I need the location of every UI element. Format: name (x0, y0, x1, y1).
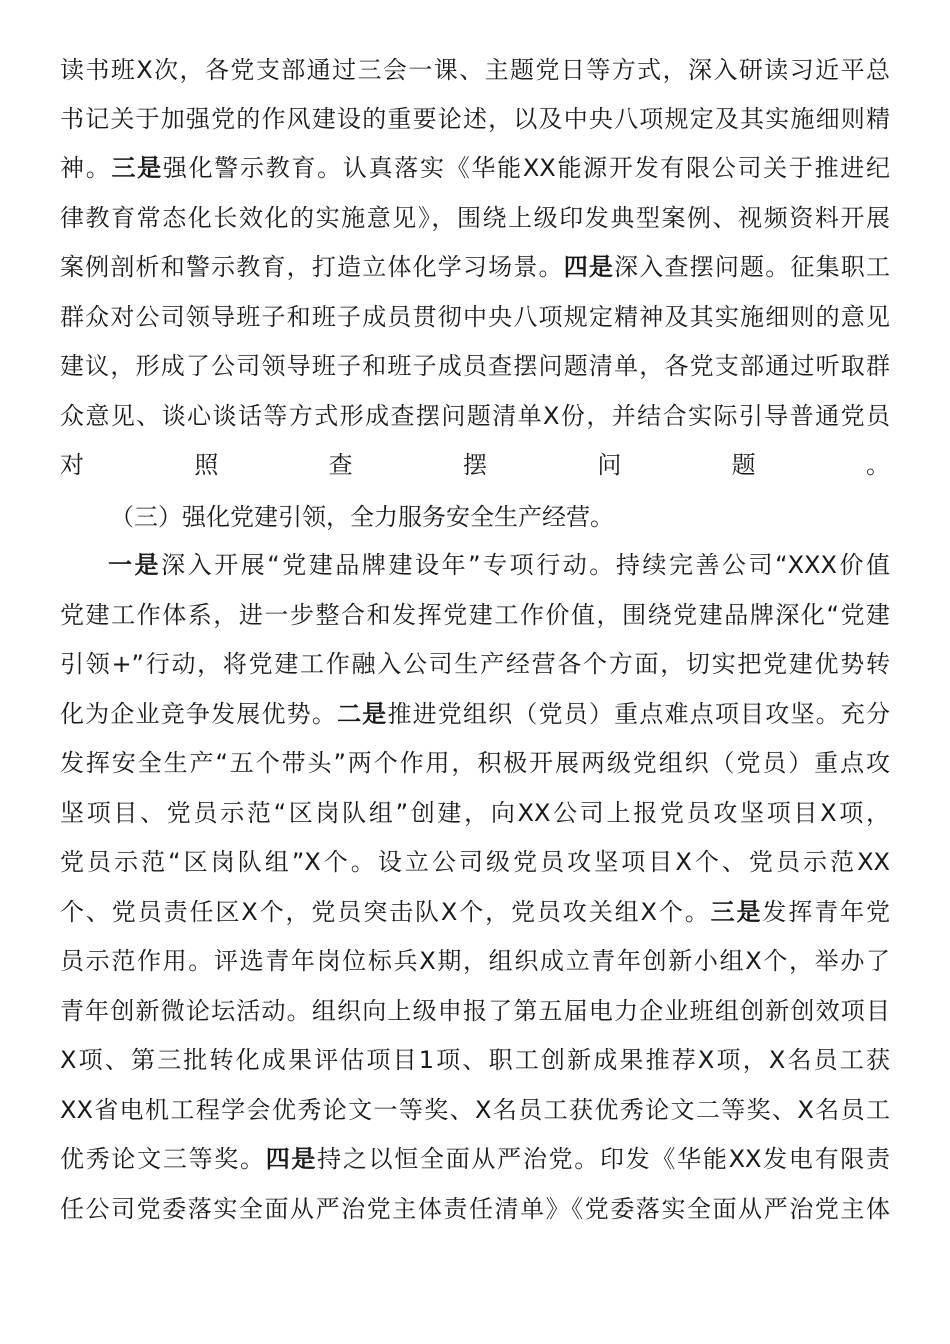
text-run: XX省电机工程学会优秀论文一等奖、X名员工获优秀论文二等奖、X名员工 (60, 1096, 890, 1124)
text-run: 群众对公司领导班子和班子成员贯彻中央八项规定精神及其实施细则的意见 (60, 303, 890, 331)
bold-lead: 二是 (337, 700, 388, 728)
bold-lead: 一是 (108, 551, 162, 579)
text-run: 神。 (60, 154, 112, 182)
paragraph-line (60, 595, 890, 635)
paragraph-line (60, 396, 890, 436)
paragraph-line (60, 793, 890, 833)
text-run: 深入查摆问题。征集职工 (614, 253, 890, 281)
text-run: 强化警示教育。认真落实《华能XX能源开发有限公司关于推进纪 (162, 154, 890, 182)
paragraph-line (60, 743, 890, 783)
paragraph-line (60, 1189, 890, 1229)
paragraph-line (60, 1090, 890, 1130)
paragraph-line (60, 644, 890, 684)
paragraph-line (60, 842, 890, 882)
text-run: X项、第三批转化成果评估项目1项、职工创新成果推荐X项，X名员工获 (60, 1046, 890, 1074)
paragraph-line (60, 198, 890, 238)
text-run: 党建工作体系，进一步整合和发挥党建工作价值，围绕党建品牌深化“党建 (60, 601, 890, 629)
text-run: 律教育常态化长效化的实施意见》，围绕上级印发典型案例、视频资料开展 (60, 204, 890, 232)
text-run: 引领+”行动，将党建工作融入公司生产经营各个方面，切实把党建优势转 (60, 650, 890, 678)
text-run: 个、党员责任区X个，党员突击队X个，党员攻关组X个。 (60, 898, 711, 926)
paragraph-line (60, 1139, 890, 1179)
paragraph-line (60, 445, 890, 485)
paragraph-line (108, 545, 890, 585)
text-run: 建议，形成了公司领导班子和班子成员查摆问题清单，各党支部通过听取群 (60, 352, 890, 380)
text-run: 深入开展“党建品牌建设年”专项行动。持续完善公司“XXX价值 (161, 551, 890, 579)
text-run: 发挥青年党 (762, 898, 890, 926)
bold-lead: 四是 (265, 1145, 318, 1173)
text-run: 坚项目、党员示范“区岗队组”创建，向XX公司上报党员攻坚项目X项， (60, 799, 890, 827)
bold-lead: 三是 (710, 898, 763, 926)
bold-lead: 四是 (563, 253, 615, 281)
section-heading (110, 497, 670, 537)
text-run: 化为企业竞争发展优势。 (60, 700, 338, 728)
paragraph-line (60, 247, 890, 287)
paragraph-line (60, 991, 890, 1031)
text-run: 发挥安全生产“五个带头”两个作用，积极开展两级党组织（党员）重点攻 (60, 749, 890, 777)
text-run: 推进党组织（党员）重点难点项目攻坚。充分 (387, 700, 890, 728)
paragraph-line (60, 694, 890, 734)
text-run: 青年创新微论坛活动。组织向上级申报了第五届电力企业班组创新创效项目 (60, 997, 890, 1025)
paragraph-line (60, 148, 890, 188)
paragraph-line (60, 50, 890, 90)
paragraph-line (60, 892, 890, 932)
text-run: 员示范作用。评选青年岗位标兵X期，组织成立青年创新小组X个，举办了 (60, 947, 890, 975)
text-run: 书记关于加强党的作风建设的重要论述，以及中央八项规定及其实施细则精 (60, 105, 890, 133)
text-run: 案例剖析和警示教育，打造立体化学习场景。 (60, 253, 564, 281)
paragraph-line (60, 346, 890, 386)
text-run: 优秀论文三等奖。 (60, 1145, 266, 1173)
paragraph-line (60, 99, 890, 139)
text-run: 对照查摆问题。 (60, 451, 890, 479)
paragraph-line (60, 297, 890, 337)
paragraph-line (60, 941, 890, 981)
text-run: 党员示范“区岗队组”X个。设立公司级党员攻坚项目X个、党员示范XX (60, 848, 890, 876)
text-run: （三）强化党建引领，全力服务安全生产经营。 (110, 503, 614, 531)
text-run: 持之以恒全面从严治党。印发《华能XX发电有限责 (317, 1145, 890, 1173)
paragraph-line (60, 1040, 890, 1080)
text-run: 任公司党委落实全面从严治党主体责任清单》《党委落实全面从严治党主体 (60, 1195, 890, 1223)
text-run: 读书班X次，各党支部通过三会一课、主题党日等方式，深入研读习近平总 (60, 56, 890, 84)
bold-lead: 三是 (111, 154, 163, 182)
text-run: 众意见、谈心谈话等方式形成查摆问题清单X份，并结合实际引导普通党员 (60, 402, 890, 430)
